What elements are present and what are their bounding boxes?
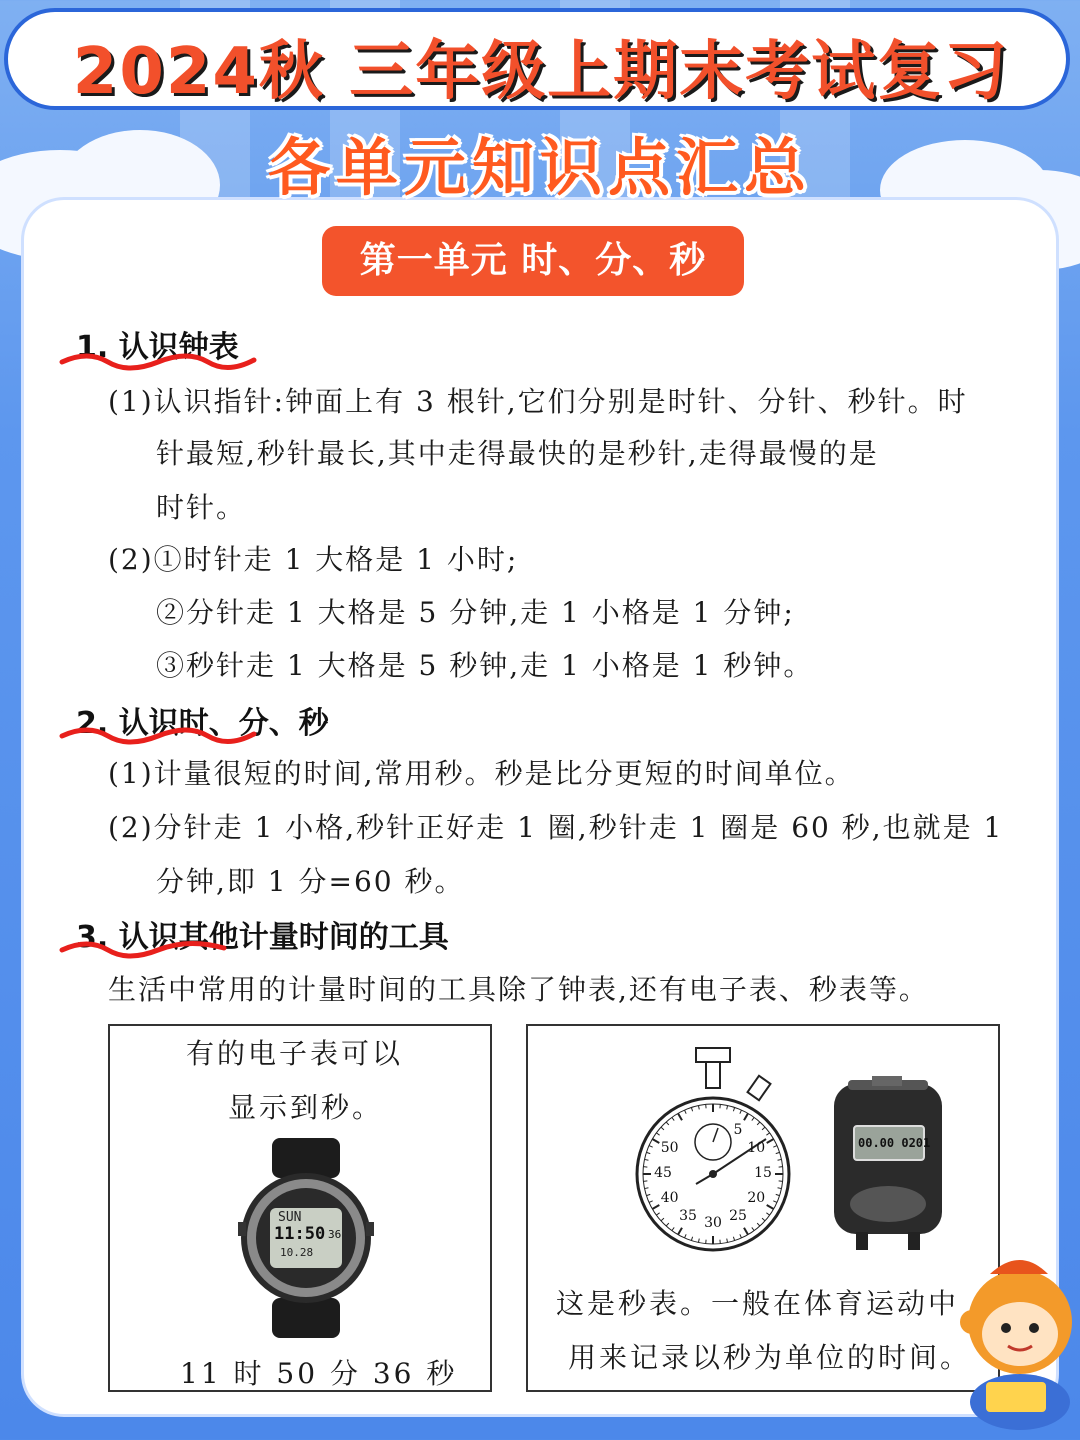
section-heading: 2. 认识时、分、秒 [76,706,329,741]
dial-number: 45 [654,1165,672,1181]
monkey-mascot [950,1252,1080,1432]
stopwatch-digital-display: 00.00 0201 [858,1136,931,1150]
text-line: (1)认识指针:钟面上有 3 根针,它们分别是时针、分针、秒针。时 [108,385,968,418]
watch-date-display: 10.28 [280,1246,314,1259]
text-line: ②分针走 1 大格是 5 分钟,走 1 小格是 1 分钟; [156,596,795,629]
watch-day-display: SUN [278,1210,302,1225]
digital-stopwatch-image [828,1076,948,1256]
section-heading: 3. 认识其他计量时间的工具 [76,920,449,955]
dial-number: 15 [754,1165,772,1181]
text-line: 时针。 [156,491,247,524]
text-line: 分钟,即 1 分=60 秒。 [156,865,465,898]
stopwatch-caption: 用来记录以秒为单位的时间。 [568,1341,972,1374]
stopwatch-dial-labels [626,1044,806,1264]
dial-number: 20 [747,1190,766,1206]
unit-badge: 第一单元 时、分、秒 [322,226,744,296]
stopwatch-caption: 这是秒表。一般在体育运动中 [556,1287,960,1320]
dial-number: 50 [660,1140,679,1156]
watch-seconds-display: 36 [328,1228,342,1241]
dial-number: 40 [660,1190,679,1206]
stopwatch-box [526,1024,1000,1392]
red-underline [58,348,258,378]
red-underline [58,936,228,966]
dial-number: 30 [704,1215,722,1231]
dial-number: 25 [729,1208,747,1225]
section-heading: 1. 认识钟表 [76,330,239,365]
text-line: 生活中常用的计量时间的工具除了钟表,还有电子表、秒表等。 [108,973,929,1006]
dial-number: 5 [733,1121,743,1138]
dial-number: 10 [747,1140,766,1156]
red-underline [58,722,258,752]
page-title: 2024秋 三年级上期末考试复习 [72,35,1010,109]
page-subtitle: 各单元知识点汇总 [267,131,812,204]
text-line: (1)计量很短的时间,常用秒。秒是比分更短的时间单位。 [108,757,855,790]
text-line: (2)分针走 1 小格,秒针正好走 1 圈,秒针走 1 圈是 60 秒,也就是 1 [108,811,1004,844]
text-line: 针最短,秒针最长,其中走得最快的是秒针,走得最慢的是 [156,437,879,470]
dial-number: 35 [679,1208,697,1225]
text-line: (2)①时针走 1 大格是 1 小时; [108,543,519,576]
watch-caption: 有的电子表可以 [186,1037,404,1070]
digital-watch-box [108,1024,492,1392]
text-line: ③秒针走 1 大格是 5 秒钟,走 1 小格是 1 秒钟。 [156,649,814,682]
watch-caption: 显示到秒。 [228,1091,384,1124]
watch-time-label: 11 时 50 分 36 秒 [180,1357,458,1390]
watch-time-display: 11:50 [274,1224,326,1244]
